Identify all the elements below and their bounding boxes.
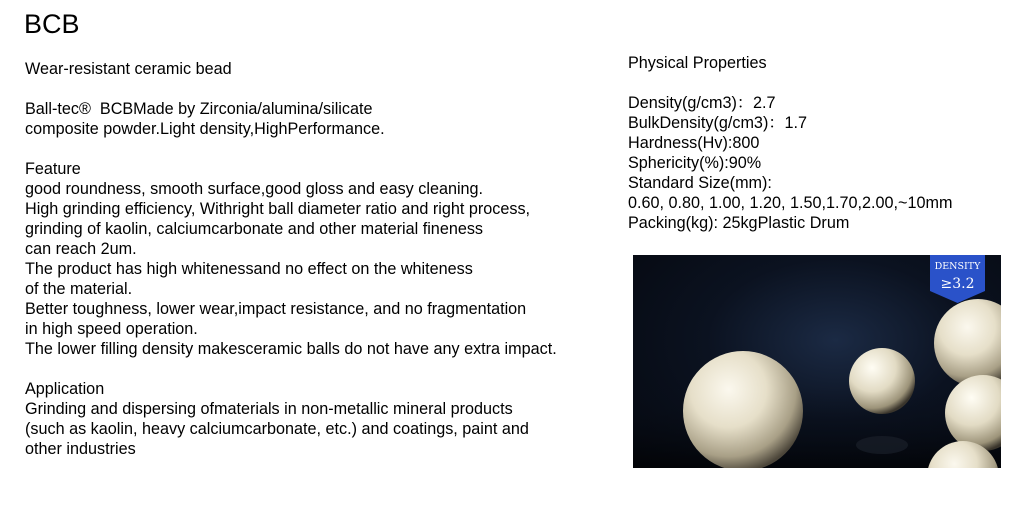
physical-properties	[628, 53, 1018, 233]
application-line: other industries	[25, 440, 136, 458]
feature-line: of the material.	[25, 280, 133, 298]
property-line: Sphericity(%):90%	[628, 154, 762, 172]
spacer	[25, 139, 625, 159]
intro-line: Ball-tec® BCBMade by Zirconia/alumina/silicate	[25, 100, 373, 118]
property-line: Standard Size(mm):	[628, 174, 772, 192]
property-line: BulkDensity(g/cm3)：1.7	[628, 114, 808, 132]
feature-line: can reach 2um.	[25, 240, 137, 258]
badge-label: DENSITY	[934, 261, 981, 272]
feature-heading: Feature	[25, 160, 81, 178]
density-badge	[930, 255, 985, 303]
property-line: 0.60, 0.80, 1.00, 1.20, 1.50,1.70,2.00,~10mm	[628, 194, 953, 212]
small-bead	[849, 348, 915, 414]
properties-heading: Physical Properties	[628, 54, 767, 72]
feature-line: good roundness, smooth surface,good gloss and easy cleaning.	[25, 180, 484, 198]
badge-value: ≥3.2	[940, 276, 975, 292]
feature-line: The product has high whitenessand no effect on the whiteness	[25, 260, 473, 278]
product-description	[25, 59, 625, 459]
property-line: Hardness(Hv):800	[628, 134, 760, 152]
spacer	[628, 73, 1018, 93]
intro-line: composite powder.Light density,HighPerformance.	[25, 120, 385, 138]
application-heading: Application	[25, 380, 105, 398]
small-bead-reflection	[856, 436, 908, 454]
feature-line: grinding of kaolin, calciumcarbonate and other material fineness	[25, 220, 484, 238]
page-title: BCB	[24, 9, 80, 39]
right-top-bead	[934, 299, 1001, 387]
spacer	[25, 359, 625, 379]
feature-line: in high speed operation.	[25, 320, 198, 338]
property-line: Packing(kg): 25kgPlastic Drum	[628, 214, 850, 232]
large-bead	[683, 351, 803, 468]
subtitle: Wear-resistant ceramic bead	[25, 60, 232, 78]
feature-line: Better toughness, lower wear,impact resistance, and no fragmentation	[25, 300, 527, 318]
feature-line: High grinding efficiency, Withright ball diameter ratio and right process,	[25, 200, 531, 218]
spacer	[25, 79, 625, 99]
property-line: Density(g/cm3)：2.7	[628, 94, 776, 112]
ceramic-beads-photo	[633, 255, 1001, 468]
application-line: (such as kaolin, heavy calciumcarbonate, etc.) and coatings, paint and	[25, 420, 529, 438]
feature-line: The lower filling density makesceramic balls do not have any extra impact.	[25, 340, 557, 358]
application-line: Grinding and dispersing ofmaterials in non-metallic mineral products	[25, 400, 513, 418]
